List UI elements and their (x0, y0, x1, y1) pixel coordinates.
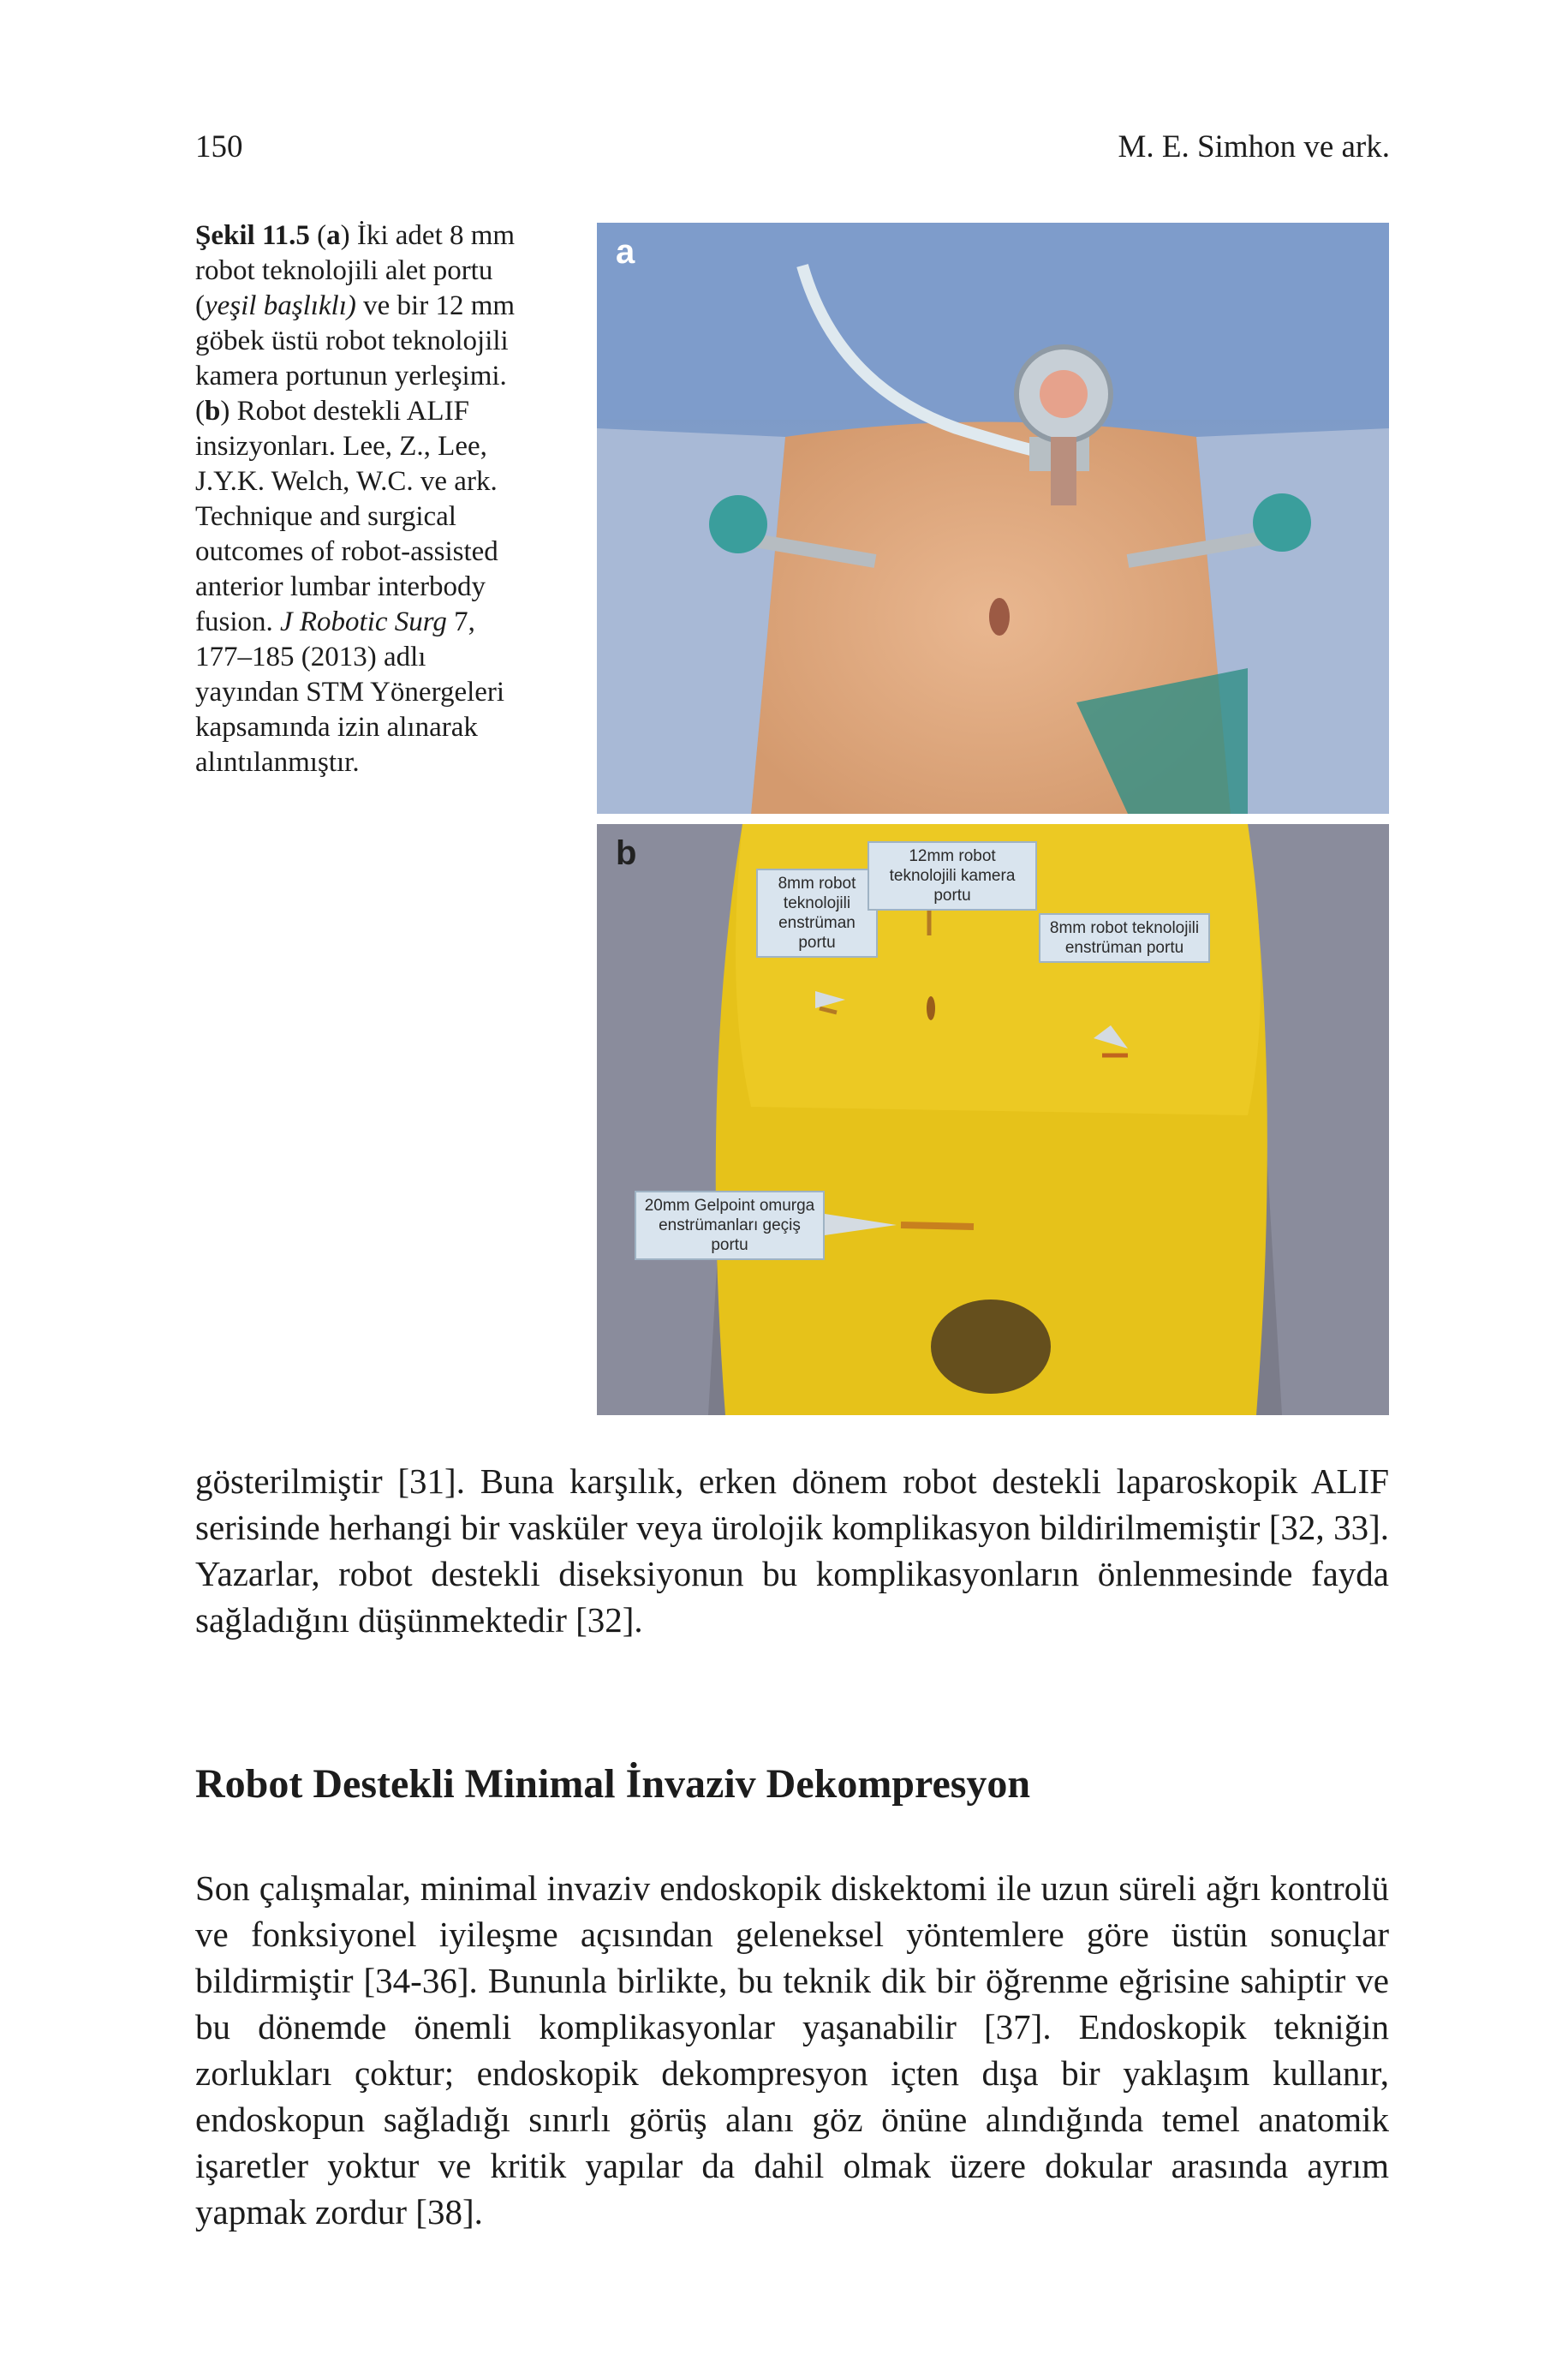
running-title: M. E. Simhon ve ark. (1118, 129, 1390, 164)
callout-right-instrument-port: 8mm robot teknolojili enstrüman portu (1039, 913, 1210, 963)
caption-text: 7, 177–185 (2013) adlı yayından STM Yönergeleri kapsamında izin alınarak alıntılanmıştır. (195, 606, 505, 778)
caption-panel-a-ref: a (326, 220, 341, 251)
surgical-photo-a (597, 223, 1389, 814)
page-number: 150 (195, 129, 243, 164)
callout-camera-port: 12mm robot teknolojili kamera portu (867, 841, 1037, 911)
callout-left-instrument-port: 8mm robot teknolojili enstrüman portu (756, 869, 878, 958)
caption-italic: yeşil başlıklı) (205, 290, 356, 321)
caption-journal: J Robotic Surg (280, 606, 447, 637)
figure-caption (195, 218, 521, 780)
caption-text: ve bir 12 mm göbek üstü robot teknolojili kamera portunun yerleşimi. ( (195, 290, 516, 427)
paragraph-body: Son çalışmalar, minimal invaziv endoskopik diskektomi ile uzun süreli ağrı kontrolü ve fonksiyonel iyileşme açısından geleneksel yöntemlere göre üstün sonuçlar bildirmiştir [34-36]. Bununla birlikte, bu teknik dik bir öğrenme eğrisine sahiptir ve bu dönemde önemli komplikasyonlar yaşanabilir [37]. Endoskopik tekniğin zorlukları çoktur; endoskopik dekompresyon içten dışa bir yaklaşım kullanır, endoskopun sağladığı sınırlı görüş alanı göz önüne alındığında temel anatomik işaretler yoktur ve kritik yapılar da dahil olmak üzere dokular arasında ayrım yapmak zordur [38]. (195, 1868, 1389, 2232)
callout-gelpoint-port: 20mm Gelpoint omurga enstrümanları geçiş portu (635, 1191, 825, 1260)
caption-label: Şekil 11.5 (195, 220, 310, 251)
figure-panel-b (597, 824, 1389, 1415)
caption-text: ( (309, 220, 327, 251)
caption-panel-b-ref: b (205, 396, 221, 427)
surgical-photo-b (597, 824, 1389, 1415)
paragraph-continuation: gösterilmiştir [31]. Buna karşılık, erken dönem robot destekli laparoskopik ALIF serisinde herhangi bir vasküler veya ürolojik komplikasyon bildirilmemiştir [32, 33]. Yazarlar, robot destekli diseksiyonun bu komplikasyonların önlenmesinde fayda sağladığını düşünmektedir [32]. (195, 1461, 1389, 1640)
panel-b-label: b (616, 834, 637, 872)
panel-a-label: a (616, 233, 635, 271)
caption-text: ) İki adet 8 mm robot teknolojili alet portu ( (195, 220, 516, 321)
running-head (195, 128, 1390, 165)
section-heading: Robot Destekli Minimal İnvaziv Dekompresyon (195, 1761, 1031, 1807)
caption-text: ) Robot destekli ALIF insizyonları. Lee, Z., Lee, J.Y.K. Welch, W.C. ve ark. Technique and surgical outcomes of robot-assisted anterior lumbar interbody fusion. (195, 396, 498, 637)
figure-panel-a (597, 223, 1389, 814)
